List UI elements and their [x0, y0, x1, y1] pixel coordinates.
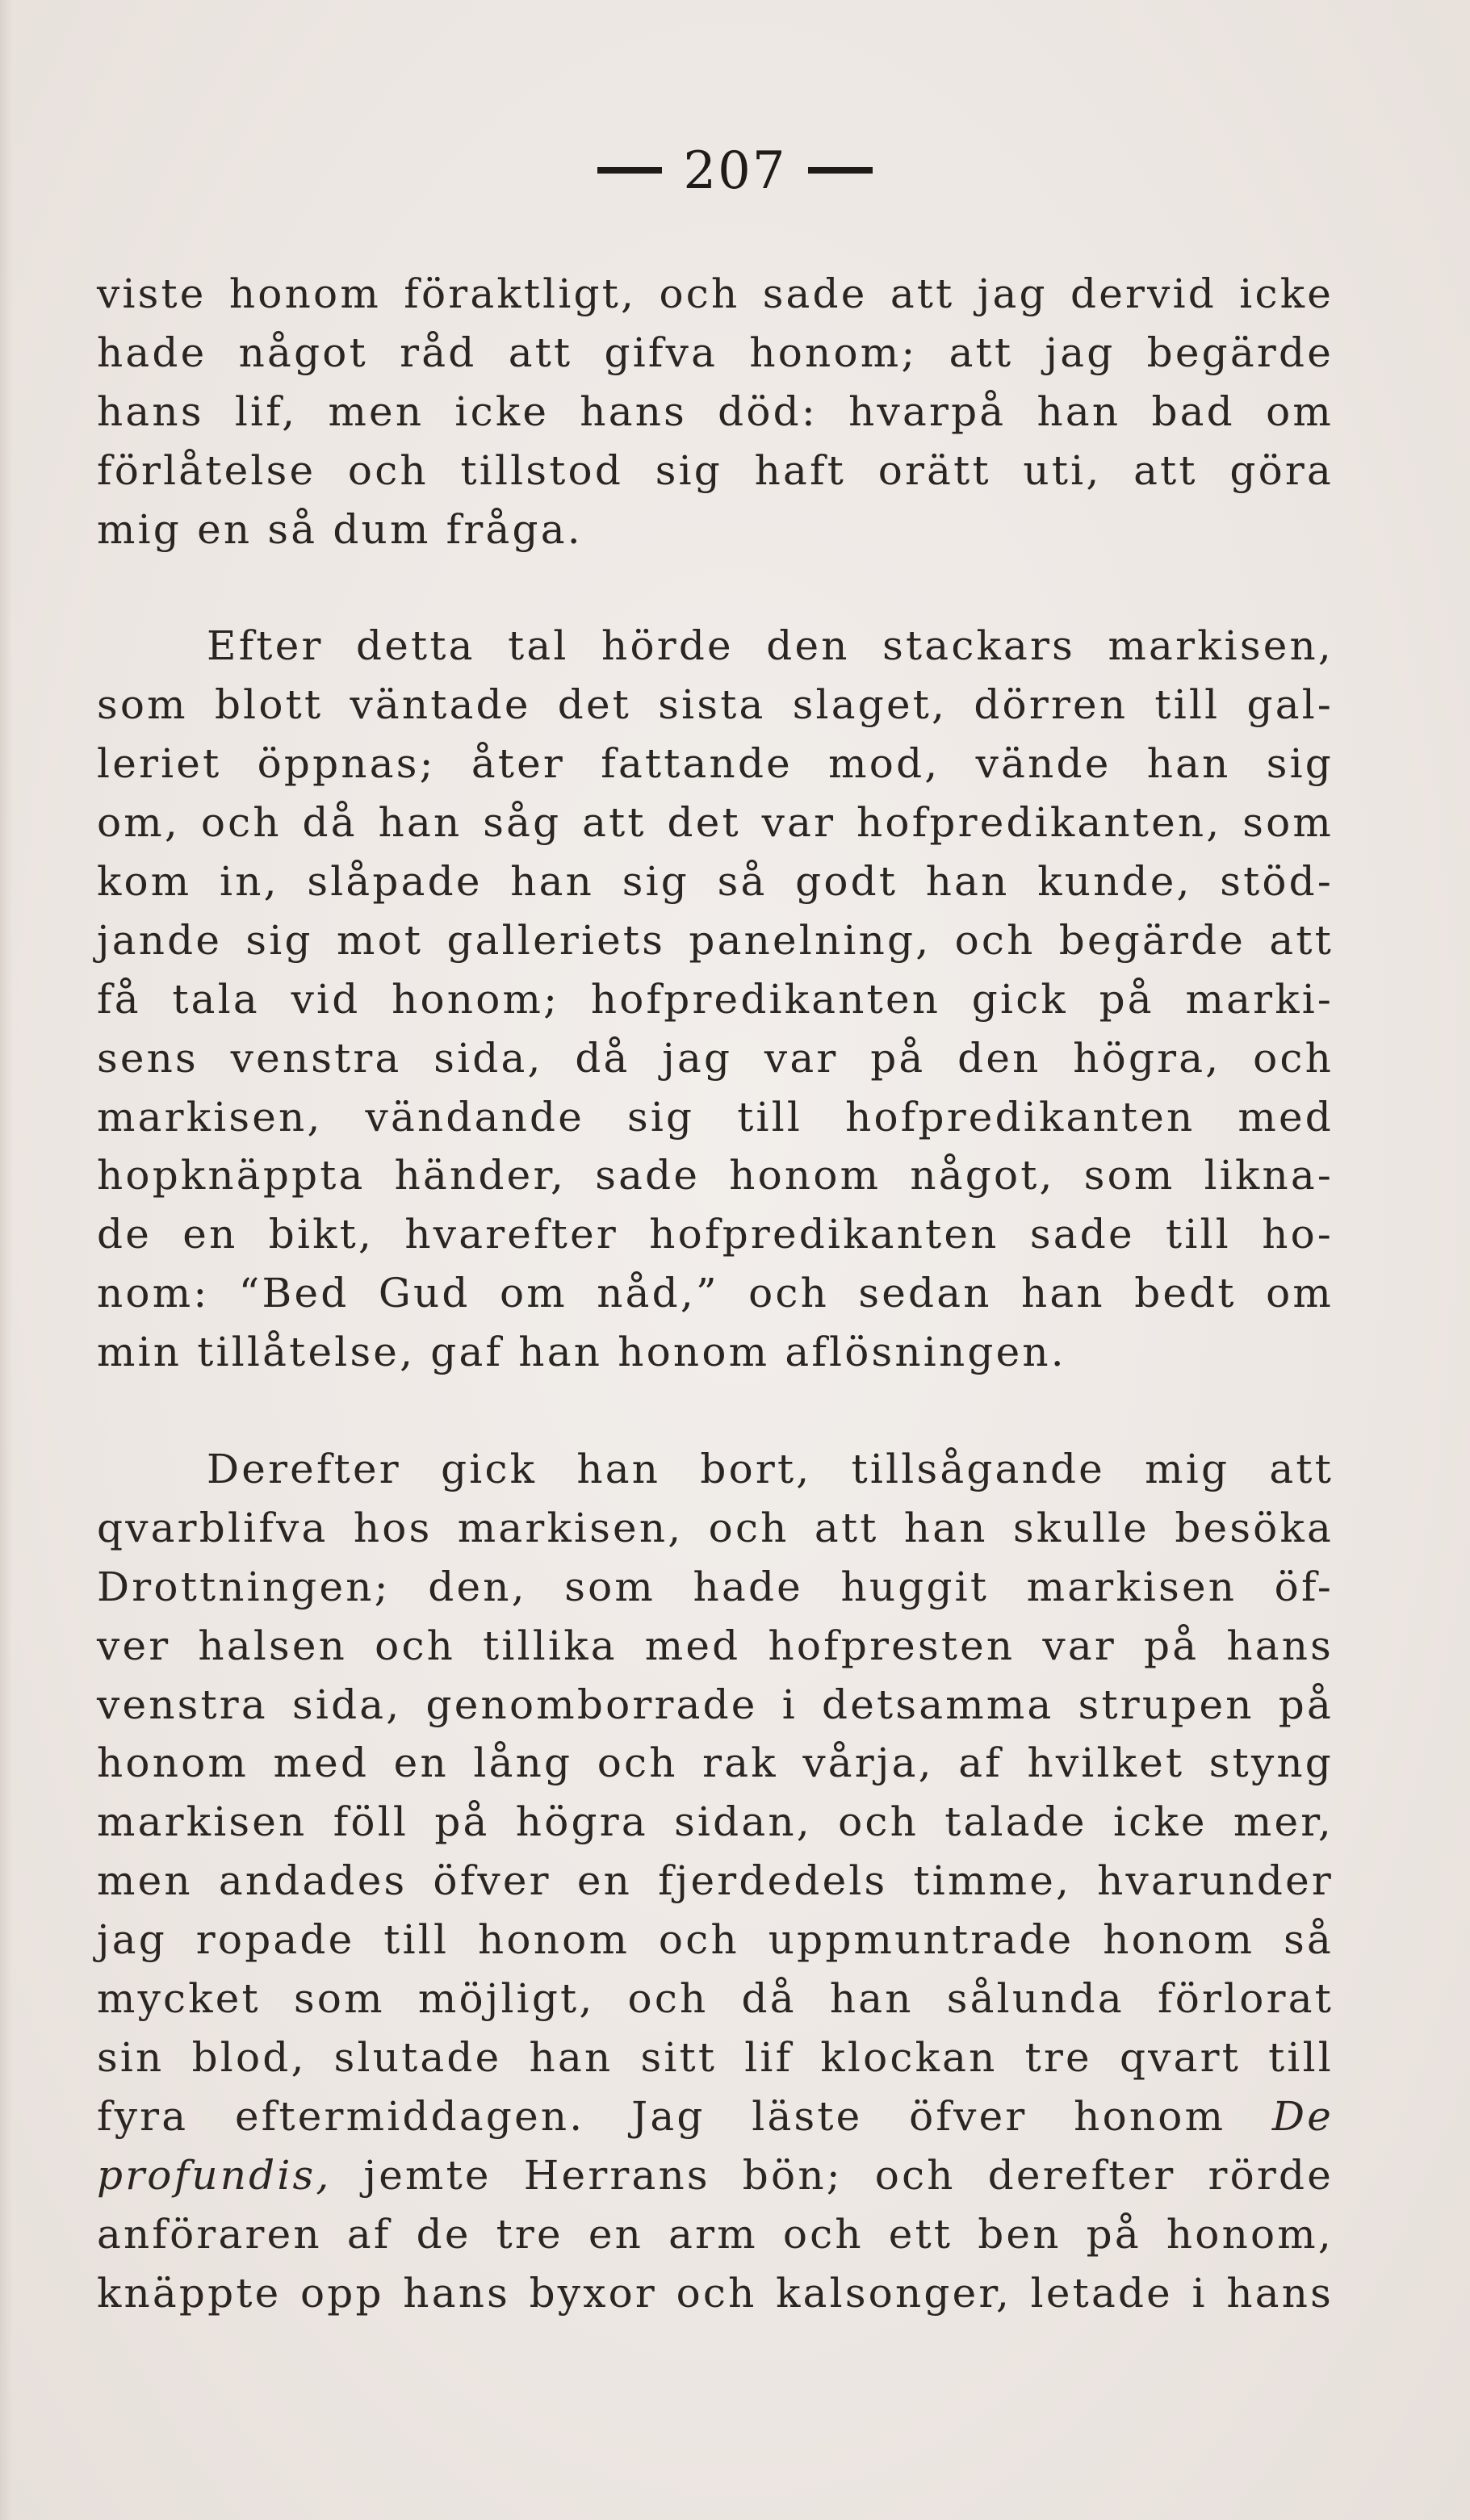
page-number — [0, 141, 1470, 201]
text-line: hopknäppta händer, sade honom något, som likna- — [97, 1152, 1334, 1199]
text-line: mycket som möjligt, och då han sålunda förlorat — [97, 1975, 1334, 2023]
text-line: markisen, vändande sig till hofpredikanten med — [97, 1093, 1334, 1141]
text-line: ver halsen och tillika med hofpresten var på hans — [97, 1622, 1334, 1669]
text-line: viste honom föraktligt, och sade att jag dervid icke — [97, 270, 1334, 317]
paragraph-gap — [97, 1382, 1334, 1440]
text-line: min tillåtelse, gaf han honom aflösningen. — [97, 1329, 1066, 1376]
text-line-with-italic — [97, 2087, 1334, 2146]
text-line: qvarblifva hos markisen, och att han skulle besöka — [97, 1504, 1334, 1551]
paragraph-1 — [97, 265, 1334, 559]
text-line: sens venstra sida, då jag var på den högra, och — [97, 1034, 1334, 1082]
text-line: Efter detta tal hörde den stackars markisen, — [207, 622, 1334, 670]
text-fragment: fyra eftermiddagen. Jag läste öfver honom — [97, 2092, 1226, 2140]
text-line: som blott väntade det sista slaget, dörren till gal- — [97, 681, 1334, 729]
text-line: markisen föll på högra sidan, och talade icke mer, — [97, 1798, 1334, 1846]
text-line: anföraren af de tre en arm och ett ben på honom, — [97, 2210, 1334, 2258]
text-line: knäppte opp hans byxor och kalsonger, letade i hans — [97, 2269, 1334, 2317]
text-line: mig en så dum fråga. — [97, 505, 583, 553]
text-line: få tala vid honom; hofpredikanten gick på marki- — [97, 975, 1334, 1023]
text-line: honom med en lång och rak vårja, af hvilket styng — [97, 1739, 1334, 1787]
text-line: kom in, slåpade han sig så godt han kunde, stöd- — [97, 858, 1334, 906]
text-line: leriet öppnas; åter fattande mod, vände han sig — [97, 740, 1334, 788]
text-line: venstra sida, genomborrade i detsamma strupen på — [97, 1681, 1334, 1728]
text-line: Drottningen; den, som hade huggit markisen öf- — [97, 1563, 1334, 1610]
page-number-dash-left — [597, 167, 662, 174]
text-line: sin blod, slutade han sitt lif klockan tre qvart till — [97, 2033, 1334, 2081]
text-line: jag ropade till honom och uppmuntrade honom så — [97, 1916, 1334, 1964]
text-line: Derefter gick han bort, tillsågande mig att — [207, 1446, 1334, 1493]
page-number-value: 207 — [683, 141, 787, 201]
text-line: om, och då han såg att det var hofpredikanten, som — [97, 799, 1334, 847]
text-line: men andades öfver en fjerdedels timme, hvarunder — [97, 1857, 1334, 1905]
paragraph-gap — [97, 559, 1334, 617]
paragraph-2 — [97, 617, 1334, 1382]
text-line: de en bikt, hvarefter hofpredikanten sade till ho- — [97, 1211, 1334, 1258]
page-number-dash-right — [808, 167, 873, 174]
text-line: hade något råd att gifva honom; att jag begärde — [97, 329, 1334, 376]
paragraph-3 — [97, 1440, 1334, 2322]
text-line: jande sig mot galleriets panelning, och begärde att — [97, 916, 1334, 964]
text-line: nom: “Bed Gud om nåd,” och sedan han bedt om — [97, 1270, 1334, 1317]
text-fragment: jemte Herrans bön; och derefter rörde — [363, 2151, 1334, 2199]
text-line: förlåtelse och tillstod sig haft orätt uti, att göra — [97, 446, 1334, 494]
text-line-with-italic — [97, 2146, 1334, 2205]
italic-fragment: profundis, — [97, 2151, 332, 2199]
page-edge-shadow — [0, 0, 13, 2520]
body-text — [97, 265, 1334, 2322]
italic-fragment: De — [1271, 2092, 1334, 2140]
text-line: hans lif, men icke hans död: hvarpå han bad om — [97, 387, 1334, 435]
